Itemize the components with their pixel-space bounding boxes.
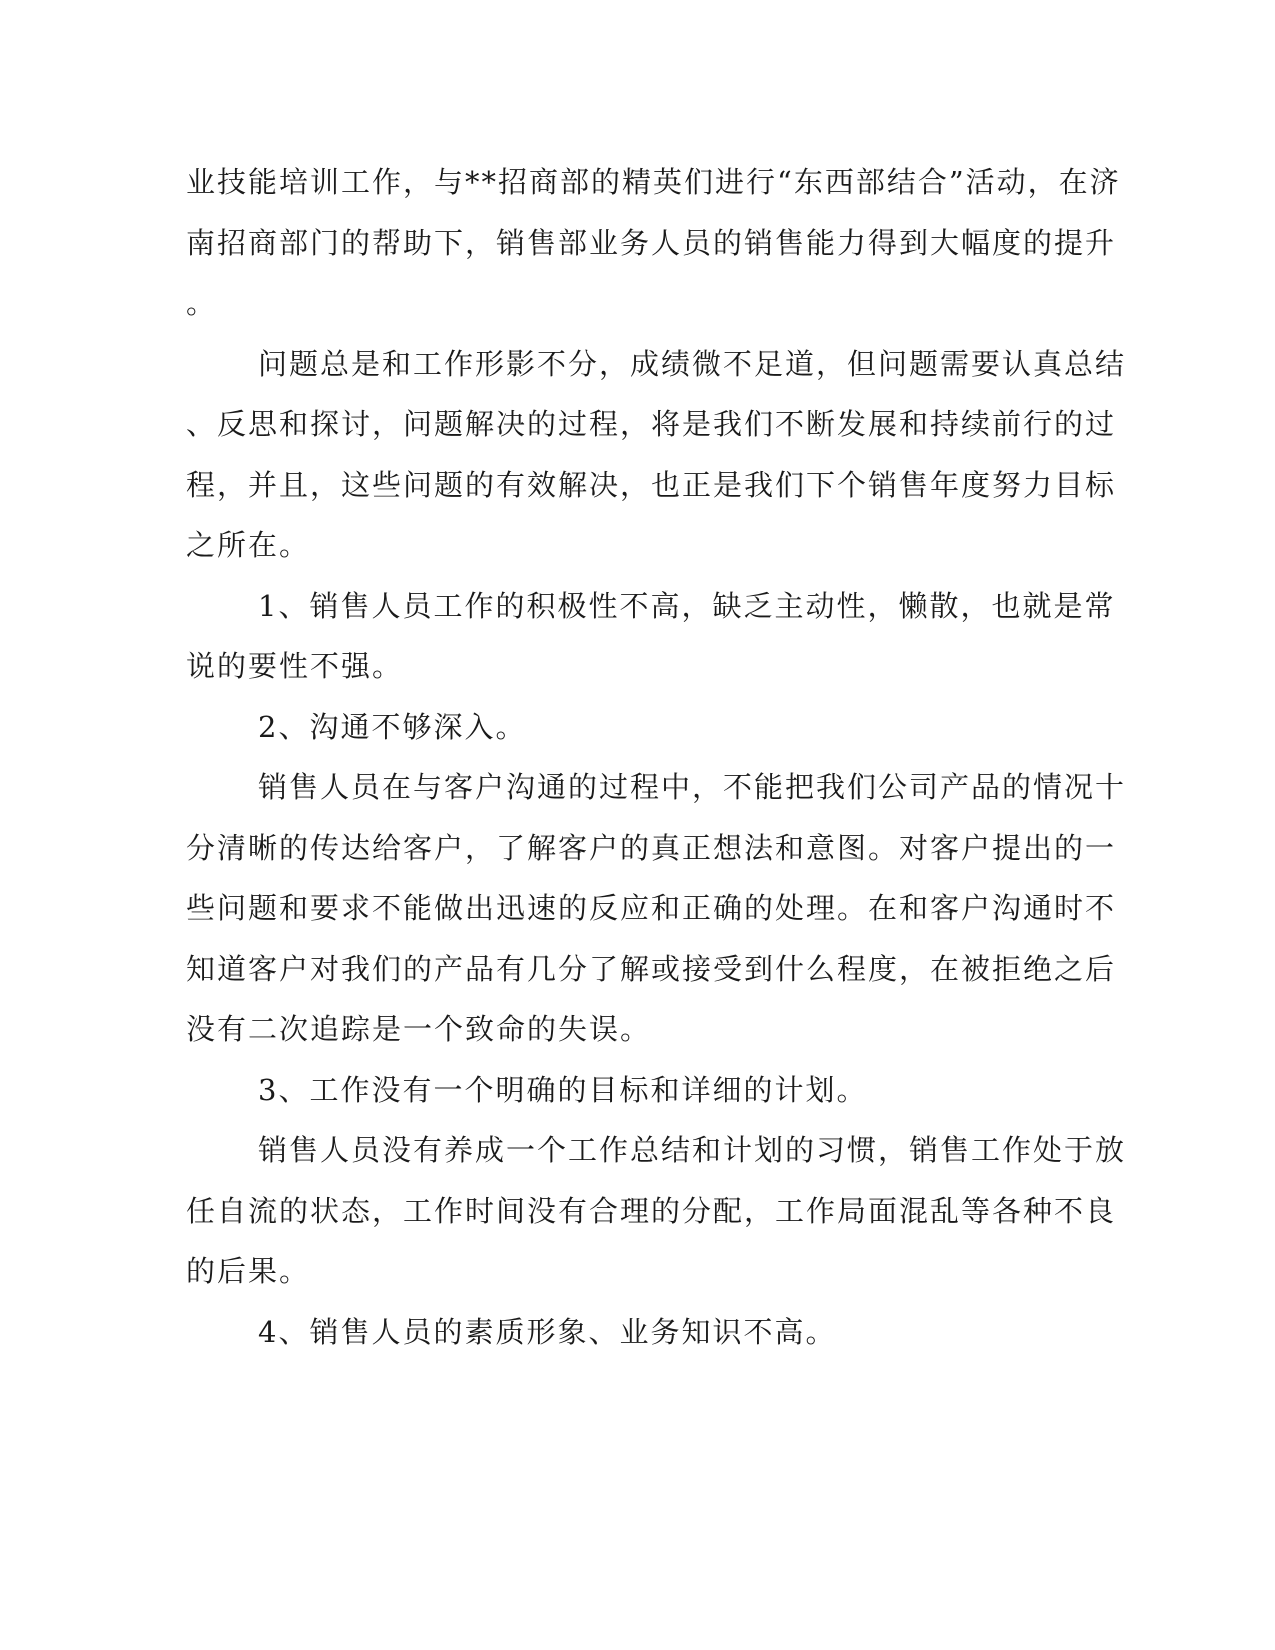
paragraph-first-line: 销售人员没有养成一个工作总结和计划的习惯，销售工作处于放 xyxy=(258,1133,1127,1167)
text-line: 没有二次追踪是一个致命的失误。 xyxy=(186,1012,652,1046)
text-line: 程，并且，这些问题的有效解决，也正是我们下个销售年度努力目标 xyxy=(186,467,1117,502)
text-line: 知道客户对我们的产品有几分了解或接受到什么程度，在被拒绝之后 xyxy=(186,951,1117,986)
list-item-3: 3、工作没有一个明确的目标和详细的计划。 xyxy=(258,1072,868,1107)
text-line: 说的要性不强。 xyxy=(186,649,404,683)
list-item-1: 1、销售人员工作的积极性不高，缺乏主动性，懒散，也就是常 xyxy=(258,588,1116,623)
text-line: 的后果。 xyxy=(186,1254,311,1288)
list-item-2: 2、沟通不够深入。 xyxy=(258,709,527,744)
text-line: 南招商部门的帮助下，销售部业务人员的销售能力得到大幅度的提升 xyxy=(186,225,1117,260)
text-line: 些问题和要求不能做出迅速的反应和正确的处理。在和客户沟通时不 xyxy=(186,891,1117,925)
text-line: 任自流的状态，工作时间没有合理的分配，工作局面混乱等各种不良 xyxy=(186,1193,1117,1228)
text-line: 业技能培训工作，与**招商部的精英们进行“东西部结合”活动，在济 xyxy=(186,165,1121,199)
document-page xyxy=(186,152,1127,1362)
text-line: 之所在。 xyxy=(186,528,311,562)
text-line: 分清晰的传达给客户，了解客户的真正想法和意图。对客户提出的一 xyxy=(186,830,1117,865)
text-line: 、反思和探讨，问题解决的过程，将是我们不断发展和持续前行的过 xyxy=(186,407,1117,441)
paragraph-first-line: 销售人员在与客户沟通的过程中，不能把我们公司产品的情况十 xyxy=(258,770,1127,804)
list-item-4: 4、销售人员的素质形象、业务知识不高。 xyxy=(258,1314,837,1349)
text-line: 。 xyxy=(186,286,218,320)
paragraph-first-line: 问题总是和工作形影不分，成绩微不足道，但问题需要认真总结 xyxy=(258,346,1127,381)
